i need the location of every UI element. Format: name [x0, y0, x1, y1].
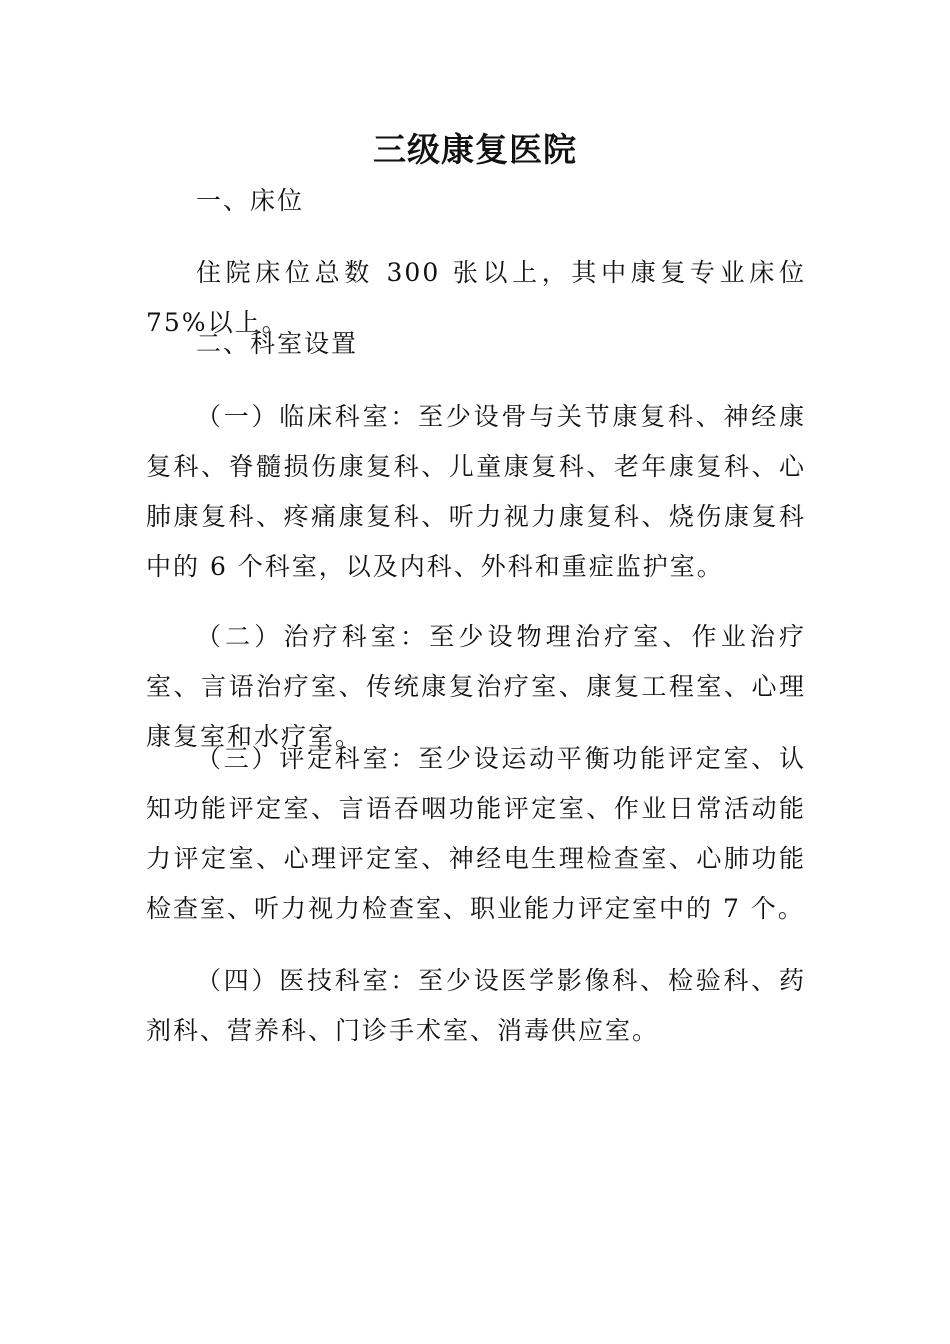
assessment-departments-paragraph: （三）评定科室：至少设运动平衡功能评定室、认知功能评定室、言语吞咽功能评定室、作业日常活动能力评定室、心理评定室、神经电生理检查室、心肺功能检查室、听力视力检查室、职业能力评定室中的 7 个。 — [146, 744, 806, 923]
page-title: 三级康复医院 — [373, 130, 577, 169]
clinical-departments-paragraph: （一）临床科室：至少设骨与关节康复科、神经康复科、脊髓损伤康复科、儿童康复科、老年康复科、心肺康复科、疼痛康复科、听力视力康复科、烧伤康复科中的 6 个科室，以及内科、外科和重症监护室。 — [146, 402, 806, 581]
treatment-departments-paragraph: （二）治疗科室：至少设物理治疗室、作业治疗室、言语治疗室、传统康复治疗室、康复工程室、心理康复室和水疗室。 — [146, 622, 806, 751]
medical-technology-departments-paragraph: （四）医技科室：至少设医学影像科、检验科、药剂科、营养科、门诊手术室、消毒供应室。 — [146, 966, 806, 1045]
section-heading-departments: 二、科室设置 — [196, 329, 359, 358]
beds-paragraph: 住院床位总数 300 张以上，其中康复专业床位 75%以上。 — [146, 258, 806, 337]
section-heading-beds: 一、床位 — [196, 186, 305, 215]
